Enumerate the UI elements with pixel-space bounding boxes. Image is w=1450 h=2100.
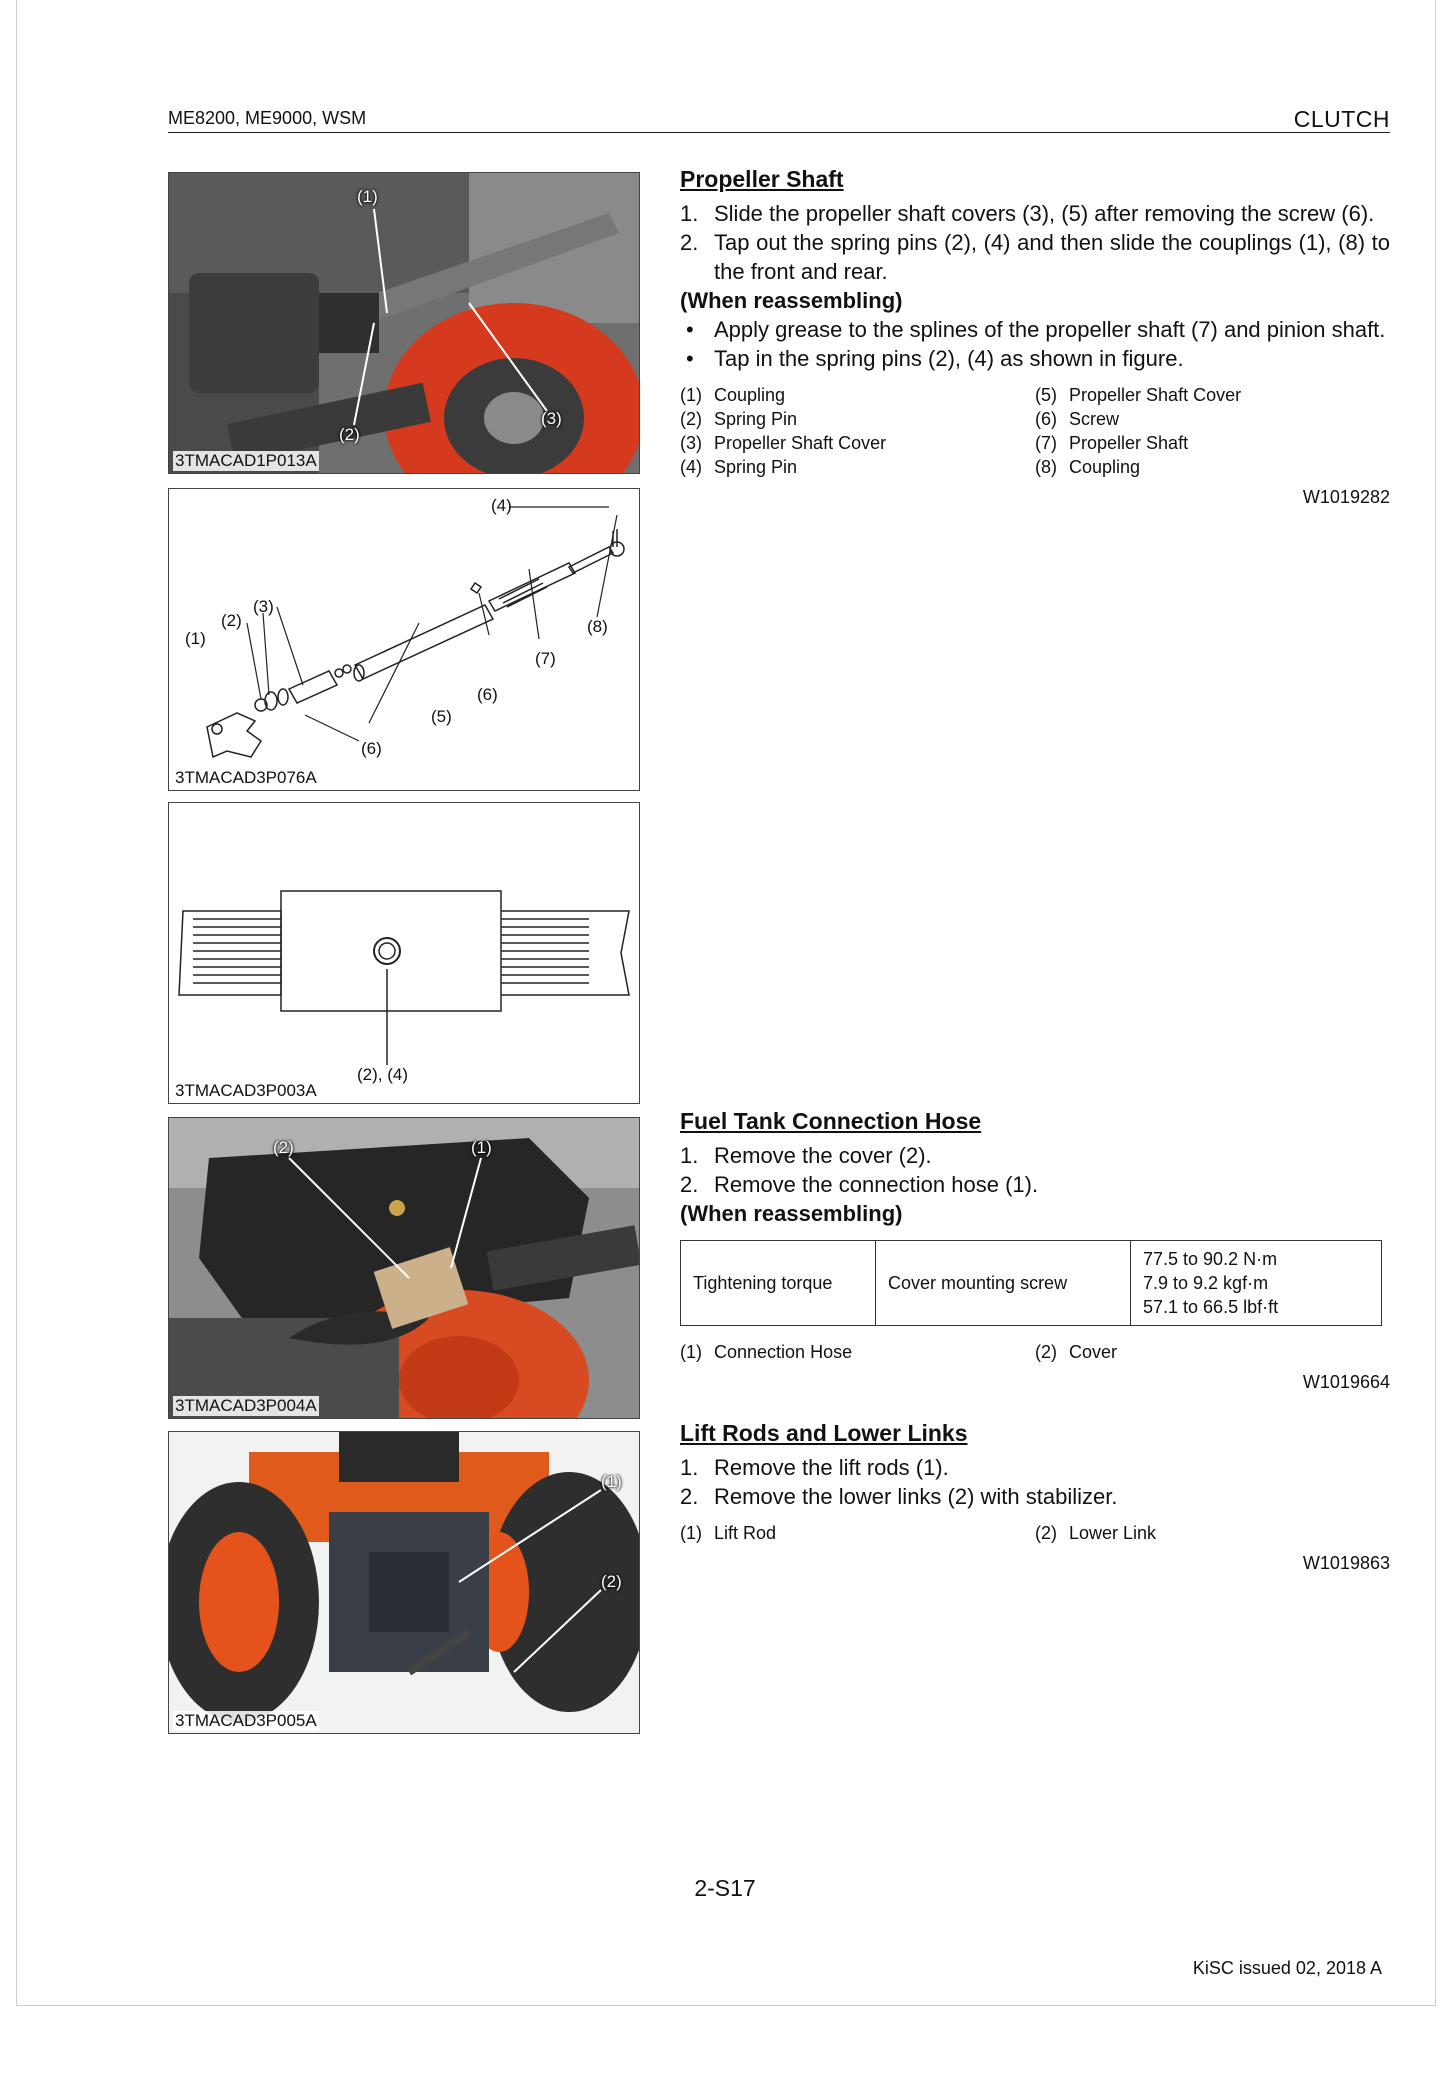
bullet-item xyxy=(680,344,1390,373)
torque-table xyxy=(680,1240,1382,1326)
step-text: Remove the lift rods (1). xyxy=(714,1455,949,1480)
legend-item: (6) Screw xyxy=(1035,409,1120,429)
step-number: 1. xyxy=(680,1143,699,1168)
callout-7: (7) xyxy=(535,649,556,668)
spring-pin-diagram-image xyxy=(169,803,640,1104)
legend-item: (7) Propeller Shaft xyxy=(1035,433,1189,453)
callout-1: (1) xyxy=(357,187,378,206)
header-section-title: CLUTCH xyxy=(1293,106,1390,132)
step-text: Slide the propeller shaft covers (3), (5) after removing the screw (6). xyxy=(714,201,1375,226)
section-title: Lift Rods and Lower Links xyxy=(680,1420,968,1446)
legend-item: (1) Coupling xyxy=(680,385,786,405)
bullet-text: Apply grease to the splines of the propeller shaft (7) and pinion shaft. xyxy=(714,317,1386,342)
callout-2: (2) xyxy=(273,1138,294,1157)
section-title: Fuel Tank Connection Hose xyxy=(680,1108,982,1134)
callout-6-upper: (6) xyxy=(477,685,498,704)
step-text: Remove the lower links (2) with stabilizer. xyxy=(714,1484,1118,1509)
section-title: Propeller Shaft xyxy=(680,166,844,192)
table-row xyxy=(681,1241,1382,1326)
parts-legend xyxy=(680,1521,1390,1545)
section-lift-rods xyxy=(680,1420,1390,1574)
callout-2: (2) xyxy=(339,425,360,444)
work-code: W1019664 xyxy=(1302,1372,1390,1392)
step-1 xyxy=(680,1141,1390,1170)
torque-value-kgfm: 7.9 to 9.2 kgf·m xyxy=(1143,1273,1269,1293)
reassembly-heading: (When reassembling) xyxy=(680,288,903,313)
torque-value-nm: 77.5 to 90.2 N·m xyxy=(1143,1249,1278,1269)
step-1 xyxy=(680,1453,1390,1482)
callout-1: (1) xyxy=(185,629,206,648)
callout-1: (1) xyxy=(601,1472,622,1491)
figure-code: 3TMACAD3P003A xyxy=(175,1081,317,1100)
step-1 xyxy=(680,199,1390,228)
callout-2: (2) xyxy=(601,1572,622,1591)
figure-spring-pin-diagram xyxy=(168,802,640,1104)
step-number: 2. xyxy=(680,1484,699,1509)
legend-item: (1) Connection Hose xyxy=(680,1342,853,1362)
figure-tractor-rear-photo xyxy=(168,1431,640,1734)
step-text: Remove the connection hose (1). xyxy=(714,1172,1039,1197)
callout-2-4: (2), (4) xyxy=(357,1065,408,1084)
callout-3: (3) xyxy=(541,409,562,428)
step-number: 1. xyxy=(680,1455,699,1480)
callout-leader-lines xyxy=(169,173,640,474)
legend-item: (2) Lower Link xyxy=(1035,1523,1157,1543)
bullet-text: Tap in the spring pins (2), (4) as shown in figure. xyxy=(714,346,1184,371)
work-code: W1019863 xyxy=(1302,1553,1390,1573)
callout-leader-lines xyxy=(169,1432,640,1734)
figure-code: 3TMACAD3P005A xyxy=(175,1711,317,1730)
torque-values-cell xyxy=(1131,1241,1382,1326)
callout-8: (8) xyxy=(587,617,608,636)
callout-4: (4) xyxy=(491,496,512,515)
legend-item: (3) Propeller Shaft Cover xyxy=(680,433,887,453)
section-propeller-shaft xyxy=(680,166,1390,508)
figure-code: 3TMACAD3P004A xyxy=(175,1396,317,1415)
step-number: 2. xyxy=(680,230,699,255)
parts-legend xyxy=(680,1340,1390,1364)
callout-1: (1) xyxy=(471,1138,492,1157)
parts-legend xyxy=(680,383,1390,479)
legend-item: (1) Lift Rod xyxy=(680,1523,777,1543)
section-fuel-tank-hose xyxy=(680,1108,1390,1393)
legend-item: (4) Spring Pin xyxy=(680,457,798,477)
step-number: 2. xyxy=(680,1172,699,1197)
step-text: Tap out the spring pins (2), (4) and then slide the couplings (1), (8) to the front and rear. xyxy=(714,230,1390,284)
bullet-mark: • xyxy=(686,346,694,371)
callout-3: (3) xyxy=(253,597,274,616)
legend-item: (8) Coupling xyxy=(1035,457,1141,477)
step-text: Remove the cover (2). xyxy=(714,1143,932,1168)
figure-propeller-exploded-diagram xyxy=(168,488,640,791)
legend-item: (2) Cover xyxy=(1035,1342,1118,1362)
callout-2: (2) xyxy=(221,611,242,630)
bullet-mark: • xyxy=(686,317,694,342)
footer-issue: KiSC issued 02, 2018 A xyxy=(1192,1958,1382,1978)
callout-6-lower: (6) xyxy=(361,739,382,758)
legend-item: (5) Propeller Shaft Cover xyxy=(1035,385,1242,405)
header-manual-title: ME8200, ME9000, WSM xyxy=(168,108,367,128)
work-code: W1019282 xyxy=(1302,487,1390,507)
bullet-item xyxy=(680,315,1390,344)
step-2 xyxy=(680,228,1390,286)
torque-value-lbfft: 57.1 to 66.5 lbf·ft xyxy=(1143,1297,1279,1317)
header-rule xyxy=(168,132,1390,133)
page-number: 2-S17 xyxy=(694,1875,756,1901)
torque-label-cell: Tightening torque xyxy=(681,1241,876,1326)
step-2 xyxy=(680,1170,1390,1199)
figure-fuel-tank-photo xyxy=(168,1117,640,1419)
torque-item-cell: Cover mounting screw xyxy=(876,1241,1131,1326)
callout-leader-lines xyxy=(169,1118,640,1419)
step-number: 1. xyxy=(680,201,699,226)
reassembly-heading: (When reassembling) xyxy=(680,1201,903,1226)
exploded-diagram-image xyxy=(169,489,640,791)
figure-code: 3TMACAD3P076A xyxy=(175,768,317,787)
figure-propeller-shaft-photo xyxy=(168,172,640,474)
callout-5: (5) xyxy=(431,707,452,726)
legend-item: (2) Spring Pin xyxy=(680,409,798,429)
step-2 xyxy=(680,1482,1390,1511)
figure-code: 3TMACAD1P013A xyxy=(175,451,317,470)
